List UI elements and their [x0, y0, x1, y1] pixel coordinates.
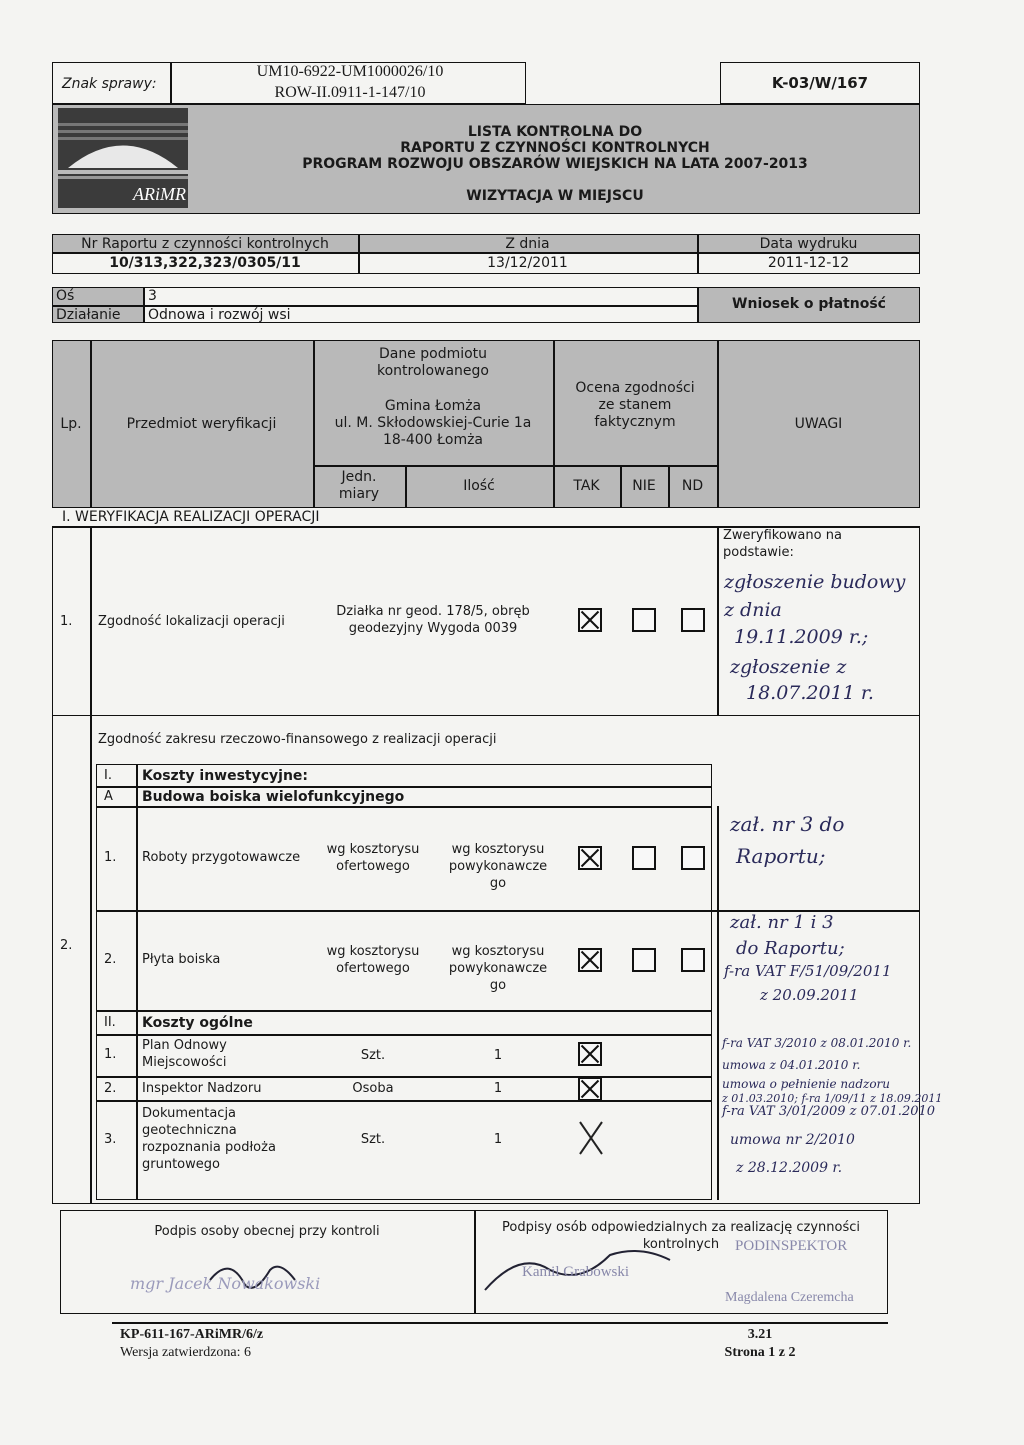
col-ocena-2: ze stanem: [598, 397, 672, 413]
gen1-hand-1: f-ra VAT 3/2010 z 08.01.2010 r.: [722, 1036, 912, 1050]
item2-il-1: wg kosztorysu: [451, 944, 545, 959]
row2-lp: 2.: [60, 938, 73, 953]
footer-wersja: Wersja zatwierdzona: 6: [120, 1345, 252, 1360]
gen2-hand-1: umowa o pełnienie nadzoru: [722, 1077, 891, 1091]
dzialanie-value: Odnowa i rozwój wsi: [148, 307, 291, 323]
gen3-hand-2: umowa nr 2/2010: [730, 1132, 855, 1148]
sig-right-label-1: Podpisy osób odpowiedzialnych za realizację czynności: [502, 1220, 860, 1235]
item2-il-3: go: [489, 978, 507, 993]
row1-lp: 1.: [60, 614, 73, 629]
gen3-name-4: gruntowego: [142, 1157, 220, 1172]
row1-dane-1: Działka nr geod. 178/5, obręb: [336, 604, 530, 619]
gen1-il: 1: [493, 1048, 503, 1063]
col-nie: NIE: [632, 478, 656, 494]
gen1-jm: Szt.: [360, 1048, 386, 1063]
gen3-hand-1: f-ra VAT 3/01/2009 z 07.01.2010: [722, 1104, 936, 1119]
gen2-lp: 2.: [104, 1081, 117, 1096]
form-code: [720, 62, 920, 104]
row1-nd-checkbox[interactable]: [681, 608, 705, 632]
row1-hand-2: z dnia: [724, 599, 782, 621]
item1-il-1: wg kosztorysu: [451, 842, 545, 857]
koszty-inw-num: I.: [104, 768, 112, 783]
sig-left-label: Podpis osoby obecnej przy kontroli: [154, 1224, 380, 1239]
col-jedn-1: Jedn.: [341, 469, 377, 485]
gen3-hand-3: z 28.12.2009 r.: [736, 1160, 843, 1176]
row1-przedmiot: Zgodność lokalizacji operacji: [98, 614, 285, 629]
col-przedmiot: Przedmiot weryfikacji: [126, 416, 277, 432]
gen1-lp: 1.: [104, 1047, 117, 1062]
item1-tak-checkbox[interactable]: [578, 846, 602, 870]
gen2-name: Inspektor Nadzoru: [142, 1081, 262, 1096]
section-heading: I. WERYFIKACJA REALIZACJI OPERACJI: [58, 509, 324, 525]
item1-il-3: go: [489, 876, 507, 891]
item1-jm-1: wg kosztorysu: [326, 842, 420, 857]
budowa-num: A: [104, 789, 113, 804]
footer-rule: [112, 1322, 888, 1324]
col-ocena-3: faktycznym: [594, 414, 676, 430]
item2-nie-checkbox[interactable]: [632, 948, 656, 972]
item1-jm-2: ofertowego: [336, 859, 410, 874]
col-jedn-2: miary: [338, 486, 380, 502]
print-date-value: 2011-12-12: [767, 255, 850, 271]
gen3-il: 1: [493, 1132, 503, 1147]
item1-hand-2: Raportu;: [736, 844, 826, 868]
item2-name: Płyta boiska: [142, 952, 221, 967]
sig-right-label-2: kontrolnych: [642, 1237, 720, 1252]
col-uwagi: UWAGI: [794, 416, 843, 432]
report-date-value: 13/12/2011: [487, 255, 568, 271]
item2-lp: 2.: [104, 952, 117, 967]
item2-jm-2: ofertowego: [336, 961, 410, 976]
report-nr-value: 10/313,322,323/0305/11: [109, 255, 301, 271]
item1-nie-checkbox[interactable]: [632, 846, 656, 870]
arimr-logo: [58, 108, 188, 208]
item2-hand-3: f-ra VAT F/51/09/2011: [724, 962, 892, 980]
row1-hand-4: zgłoszenie z: [730, 656, 847, 678]
item2-tak-checkbox[interactable]: [578, 948, 602, 972]
item1-name: Roboty przygotowawcze: [142, 850, 301, 865]
budowa: Budowa boiska wielofunkcyjnego: [142, 789, 405, 805]
banner-subtitle: WIZYTACJA W MIEJSCU: [466, 188, 644, 204]
footer-strona: Strona 1 z 2: [724, 1345, 796, 1360]
col-gmina: Gmina Łomża: [384, 398, 482, 414]
koszty-inw: Koszty inwestycyjne:: [142, 768, 309, 784]
item2-hand-1: zał. nr 1 i 3: [730, 912, 834, 933]
banner-title-2: RAPORTU Z CZYNNOŚCI KONTROLNYCH: [400, 140, 710, 156]
stamp-right-title: PODINSPEKTOR: [735, 1238, 848, 1254]
wniosek-text: Wniosek o płatność: [732, 296, 886, 312]
report-date-label: Z dnia: [505, 236, 550, 252]
stamp-right-name-2: Magdalena Czeremcha: [725, 1290, 854, 1305]
footer-code: KP-611-167-ARiMR/6/z: [120, 1327, 264, 1342]
gen2-il: 1: [493, 1081, 503, 1096]
item2-hand-4: z 20.09.2011: [760, 986, 859, 1004]
col-ilosc: Ilość: [463, 478, 495, 494]
row1-uwagi-1: Zweryfikowano na: [723, 528, 842, 543]
item2-jm-1: wg kosztorysu: [326, 944, 420, 959]
col-tak: TAK: [573, 478, 600, 494]
item2-hand-2: do Raportu;: [736, 938, 845, 959]
row1-uwagi-2: podstawie:: [723, 545, 794, 560]
znak-sprawy-label: Znak sprawy:: [62, 76, 157, 92]
form-code-text: K-03/W/167: [771, 74, 869, 92]
item1-nd-checkbox[interactable]: [681, 846, 705, 870]
row1-hand-5: 18.07.2011 r.: [746, 682, 874, 704]
row1-hand-1: zgłoszenie budowy: [724, 571, 906, 593]
gen3-lp: 3.: [104, 1132, 117, 1147]
print-date-label: Data wydruku: [759, 236, 858, 252]
logo-text: ARiMR: [133, 184, 186, 204]
gen3-jm: Szt.: [360, 1132, 386, 1147]
gen1-name-1: Plan Odnowy: [142, 1038, 227, 1053]
item1-il-2: powykonawcze: [448, 859, 548, 874]
os-label: Oś: [56, 288, 75, 304]
gen3-name-3: rozpoznania podłoża: [142, 1140, 276, 1155]
koszty-og-num: II.: [104, 1015, 116, 1030]
col-dane-2: kontrolowanego: [377, 363, 489, 379]
stamp-left: mgr Jacek Nowakowski: [130, 1274, 321, 1293]
os-value: 3: [148, 288, 157, 304]
znak-line2: ROW-II.0911-1-147/10: [274, 84, 426, 101]
col-kod: 18-400 Łomża: [382, 432, 484, 448]
gen3-name-1: Dokumentacja: [142, 1106, 237, 1121]
row2-title: Zgodność zakresu rzeczowo-finansowego z realizacji operacji: [98, 732, 497, 747]
col-ocena-1: Ocena zgodności: [575, 380, 695, 396]
row1-hand-3: 19.11.2009 r.;: [734, 626, 869, 648]
wniosek-box: [698, 287, 920, 323]
gen1-hand-2: umowa z 04.01.2010 r.: [722, 1058, 861, 1072]
item1-lp: 1.: [104, 850, 117, 865]
col-dane-1: Dane podmiotu: [378, 346, 488, 362]
gen1-name-2: Miejscowości: [142, 1055, 227, 1070]
banner-title-1: LISTA KONTROLNA DO: [467, 124, 643, 140]
gen3-x-mark: [578, 1120, 604, 1156]
item2-il-2: powykonawcze: [448, 961, 548, 976]
znak-line1: UM10-6922-UM1000026/10: [256, 63, 444, 80]
col-nd: ND: [681, 478, 704, 494]
item2-nd-checkbox[interactable]: [681, 948, 705, 972]
footer-num: 3.21: [747, 1327, 773, 1342]
gen3-name-2: geotechniczna: [142, 1123, 237, 1138]
item1-hand-1: zał. nr 3 do: [730, 812, 845, 836]
row1-nie-checkbox[interactable]: [632, 608, 656, 632]
row1-dane-2: geodezyjny Wygoda 0039: [348, 621, 518, 636]
gen2-tak-checkbox[interactable]: [578, 1077, 602, 1101]
banner-title-3: PROGRAM ROZWOJU OBSZARÓW WIEJSKICH NA LATA 2007-2013: [302, 156, 808, 172]
col-lp: Lp.: [60, 416, 82, 432]
koszty-og: Koszty ogólne: [142, 1015, 253, 1031]
report-nr-label: Nr Raportu z czynności kontrolnych: [81, 236, 329, 252]
gen2-jm: Osoba: [352, 1081, 394, 1096]
row1-tak-checkbox[interactable]: [578, 608, 602, 632]
dzialanie-label: Działanie: [56, 307, 121, 323]
col-adres: ul. M. Skłodowskiej-Curie 1a: [334, 415, 532, 431]
stamp-right-name: Kamil Grabowski: [522, 1264, 630, 1280]
gen1-tak-checkbox[interactable]: [578, 1042, 602, 1066]
gen2-hand-2: z 01.03.2010; f-ra 1/09/11 z 18.09.2011: [722, 1092, 943, 1105]
